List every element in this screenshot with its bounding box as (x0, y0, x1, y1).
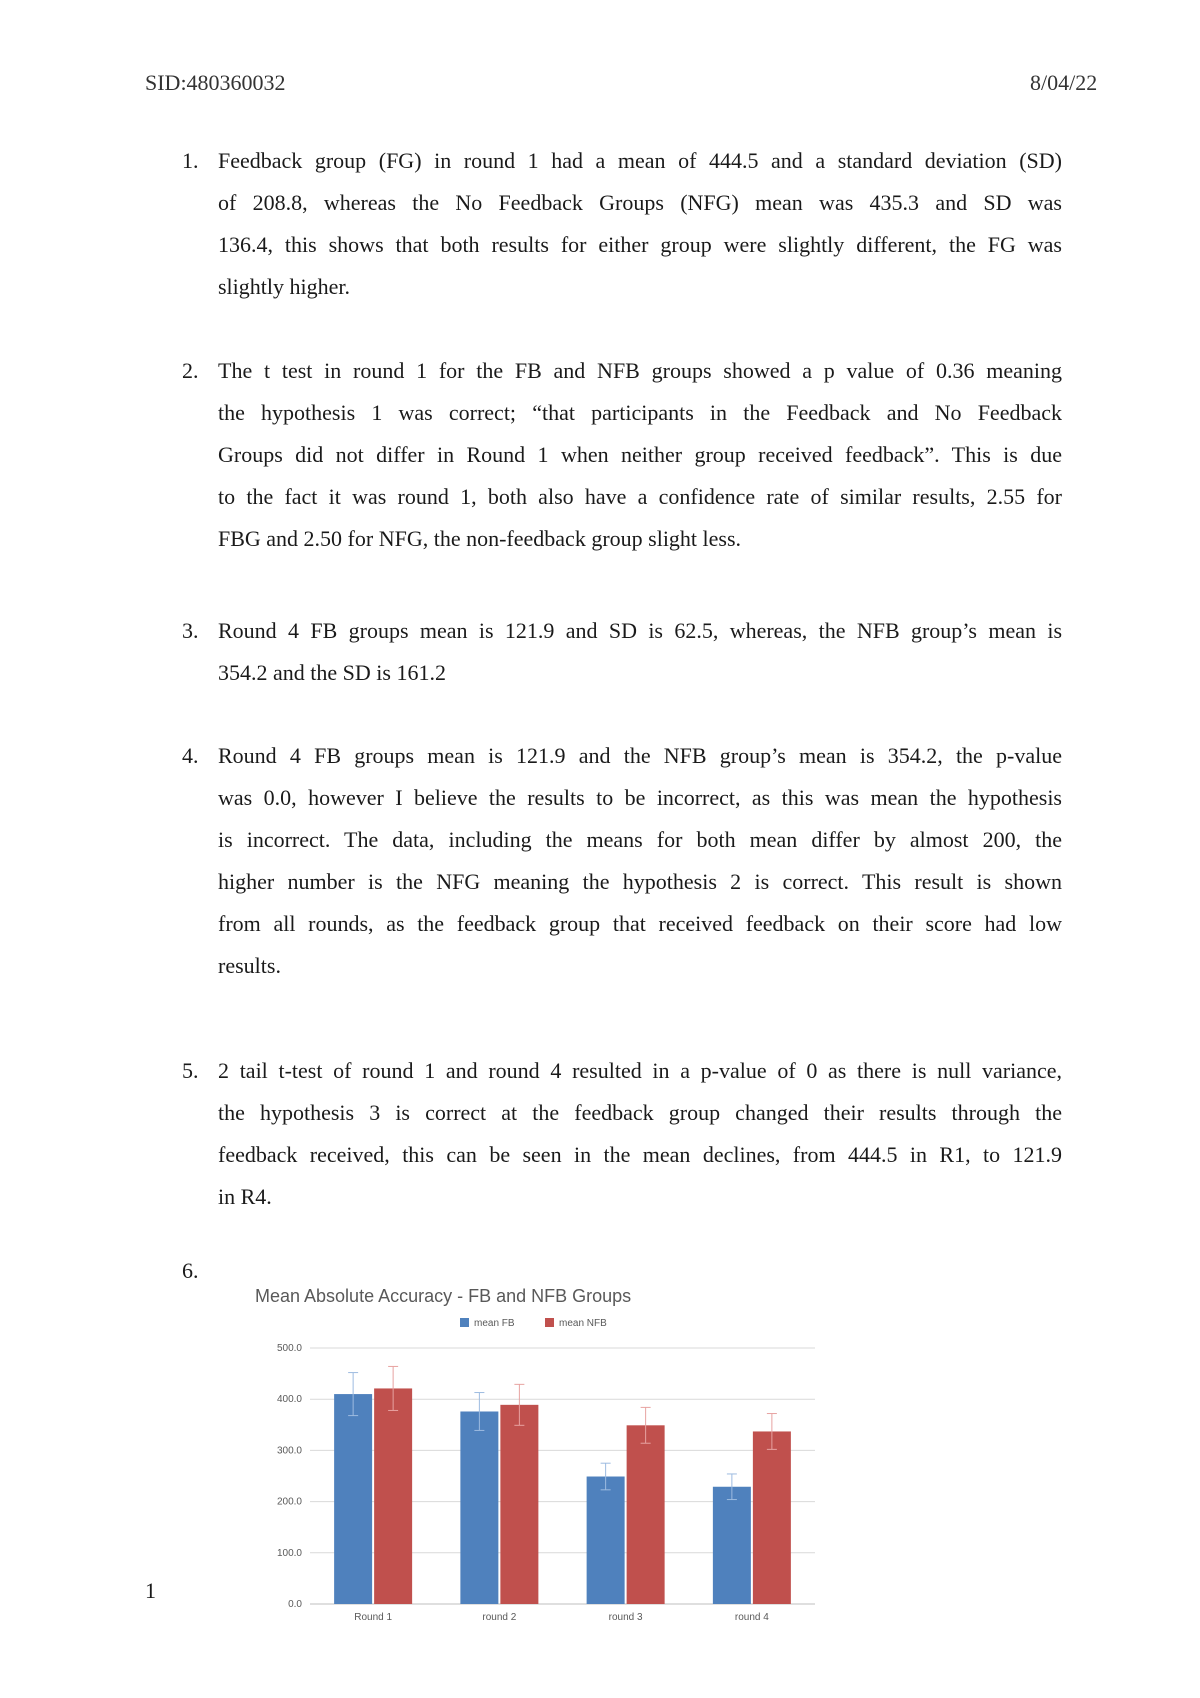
list-item-text (218, 140, 1062, 308)
text-line: results. (218, 953, 281, 978)
text-line: the hypothesis 1 was correct; “that participants in the Feedback and No Feedback (218, 400, 1062, 425)
header-date: 8/04/22 (1030, 70, 1098, 95)
header-sid: SID:480360032 (145, 70, 286, 95)
page-number: 1 (145, 1578, 156, 1603)
chart-title: Mean Absolute Accuracy - FB and NFB Groups (255, 1286, 632, 1306)
list-item-number: 4. (182, 743, 199, 768)
bar (334, 1394, 372, 1604)
text-line: The t test in round 1 for the FB and NFB groups showed a p value of 0.36 meaning (218, 358, 1062, 383)
text-line: the hypothesis 3 is correct at the feedback group changed their results through the (218, 1100, 1062, 1125)
text-line: 354.2 and the SD is 161.2 (218, 660, 446, 685)
list-item-number: 6. (182, 1258, 199, 1283)
text-line: Feedback group (FG) in round 1 had a mean of 444.5 and a standard deviation (SD) (218, 148, 1062, 173)
x-tick-label: Round 1 (354, 1612, 393, 1623)
list-item-number: 2. (182, 358, 199, 383)
bar-chart (245, 1278, 825, 1638)
bar (500, 1405, 538, 1604)
y-tick-label: 300.0 (276, 1445, 302, 1457)
list-item-text (218, 1050, 1062, 1218)
text-line: to the fact it was round 1, both also have a confidence rate of similar results, 2.55 for (218, 484, 1062, 509)
list-item-text (218, 350, 1062, 560)
list-item-text (218, 735, 1062, 987)
legend-label: mean NFB (559, 1318, 607, 1329)
chart-svg (245, 1278, 825, 1638)
text-line: 136.4, this shows that both results for either group were slightly different, the FG was (218, 232, 1062, 257)
text-line: Groups did not differ in Round 1 when neither group received feedback”. This is due (218, 442, 1062, 467)
list-item-text (218, 610, 1062, 694)
text-line: FBG and 2.50 for NFG, the non-feedback group slight less. (218, 526, 742, 551)
y-tick-label: 100.0 (276, 1547, 302, 1559)
text-line: from all rounds, as the feedback group that received feedback on their score had low (218, 911, 1062, 936)
bar (374, 1388, 412, 1604)
text-line: slightly higher. (218, 274, 350, 299)
y-tick-label: 400.0 (276, 1394, 302, 1406)
text-line: is incorrect. The data, including the means for both mean differ by almost 200, the (218, 827, 1062, 852)
list-item-number: 5. (182, 1058, 199, 1083)
x-tick-label: round 4 (734, 1612, 769, 1623)
x-tick-label: round 3 (608, 1612, 643, 1623)
text-line: feedback received, this can be seen in the mean declines, from 444.5 in R1, to 121.9 (218, 1142, 1062, 1167)
text-line: Round 4 FB groups mean is 121.9 and the NFB group’s mean is 354.2, the p-value (218, 743, 1062, 768)
y-tick-label: 200.0 (276, 1496, 302, 1508)
list-item-number: 3. (182, 618, 199, 643)
bar (587, 1477, 625, 1604)
text-line: in R4. (218, 1184, 272, 1209)
legend-swatch (545, 1318, 554, 1327)
y-tick-label: 0.0 (288, 1599, 302, 1610)
text-line: of 208.8, whereas the No Feedback Groups (NFG) mean was 435.3 and SD was (218, 190, 1062, 215)
bar (713, 1487, 751, 1604)
legend-swatch (460, 1318, 469, 1327)
list-item-number: 1. (182, 148, 199, 173)
text-line: 2 tail t-test of round 1 and round 4 resulted in a p-value of 0 as there is null variance, (218, 1058, 1062, 1083)
bar (627, 1425, 665, 1604)
y-tick-label: 500.0 (276, 1343, 302, 1354)
text-line: was 0.0, however I believe the results to be incorrect, as this was mean the hypothesis (218, 785, 1062, 810)
legend-label: mean FB (474, 1318, 515, 1329)
x-tick-label: round 2 (482, 1612, 517, 1623)
bar (753, 1431, 791, 1604)
text-line: higher number is the NFG meaning the hypothesis 2 is correct. This result is shown (218, 869, 1062, 894)
text-line: Round 4 FB groups mean is 121.9 and SD is 62.5, whereas, the NFB group’s mean is (218, 618, 1062, 643)
bar (460, 1411, 498, 1604)
